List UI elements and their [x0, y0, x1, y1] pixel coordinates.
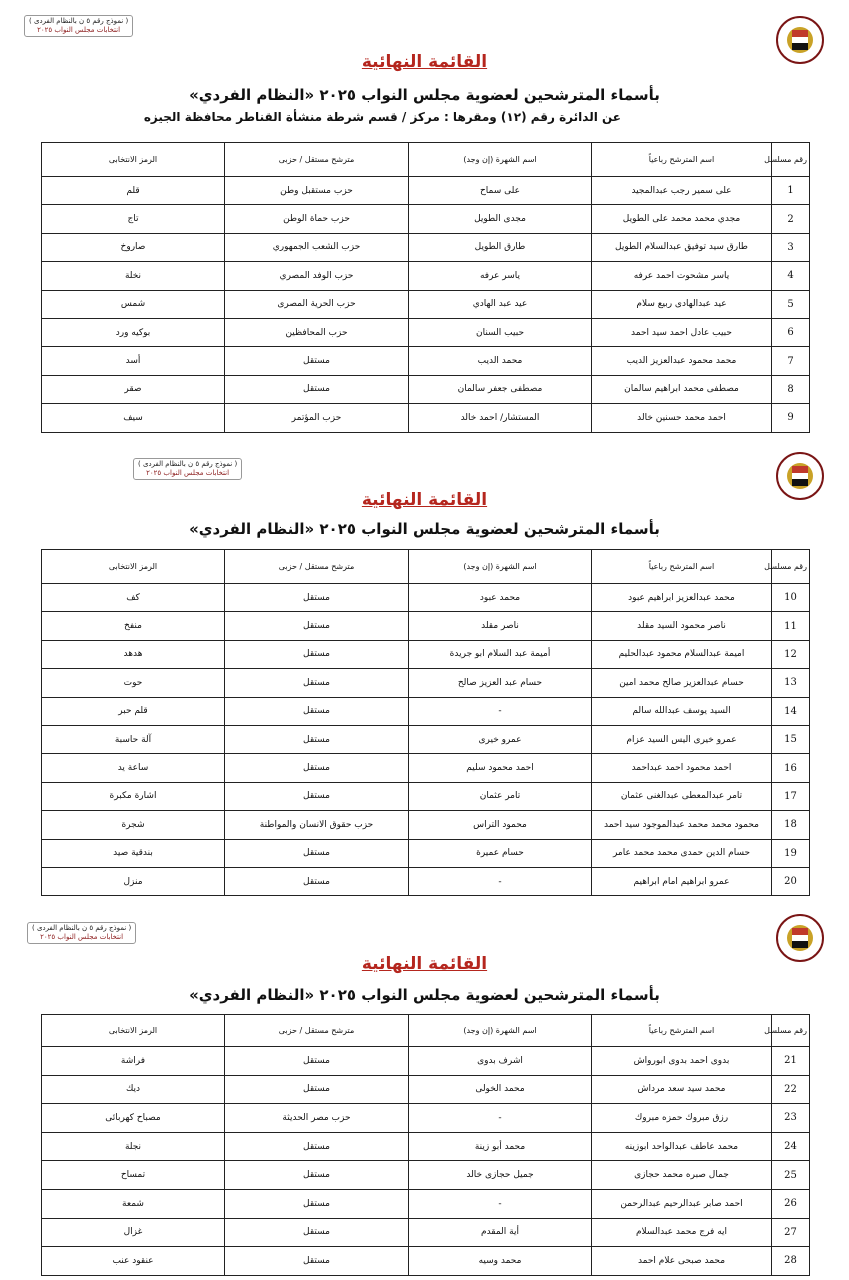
name-cell: محمود محمد محمد عبدالموجود سيد احمد [592, 811, 772, 839]
form-label-line2: انتخابات مجلس النواب ٢٠٢٥ [37, 26, 121, 34]
alias-cell: حبيب السنان [409, 318, 592, 346]
name-cell: رزق مبروك حمزه مبروك [592, 1104, 772, 1133]
name-cell: ياسر مشحوت احمد عرفه [592, 262, 772, 290]
affiliation-cell: مستقل [225, 839, 409, 867]
affiliation-cell: حزب المؤتمر [225, 404, 409, 432]
alias-cell: مصطفى جعفر سالمان [409, 375, 592, 403]
alias-cell: اشرف بدوى [409, 1047, 592, 1076]
symbol-cell: قلم حبر [42, 697, 225, 725]
alias-cell: - [409, 1104, 592, 1133]
name-cell: مصطفى محمد ابراهيم سالمان [592, 375, 772, 403]
name-cell: احمد محمد حسنين خالد [592, 404, 772, 432]
table-header-row [42, 1015, 810, 1047]
serial-cell: 26 [772, 1189, 810, 1218]
alias-cell: محمد الديب [409, 347, 592, 375]
form-label [133, 458, 242, 480]
name-cell: حسام عبدالعزيز صالح محمد امين [592, 669, 772, 697]
name-cell: احمد صابر عبدالرحيم عبدالرحمن [592, 1189, 772, 1218]
affiliation-cell: مستقل [225, 1161, 409, 1190]
name-cell: مجدي محمد محمد على الطويل [592, 205, 772, 233]
serial-cell: 10 [772, 584, 810, 612]
symbol-cell: صقر [42, 375, 225, 403]
symbol-cell: هدهد [42, 640, 225, 668]
symbol-cell: ساعة يد [42, 754, 225, 782]
district-line: عن الدائرة رقم (١٢) ومقرها : مركز / قسم شرطة منشأة القناطر محافظة الجيزه [143, 110, 621, 124]
table-row [42, 697, 810, 725]
affiliation-cell: مستقل [225, 697, 409, 725]
alias-cell: محمود التراس [409, 811, 592, 839]
serial-cell: 15 [772, 725, 810, 753]
affiliation-cell: مستقل [225, 754, 409, 782]
affiliation-cell: مستقل [225, 1218, 409, 1247]
affiliation-cell: مستقل [225, 669, 409, 697]
serial-cell: 8 [772, 375, 810, 403]
name-cell: ناصر محمود السيد مقلد [592, 612, 772, 640]
name-cell: حسام الدين حمدى محمد محمد عامر [592, 839, 772, 867]
header-name: اسم المترشح رباعياً [592, 1015, 772, 1047]
table-row [42, 347, 810, 375]
affiliation-cell: حزب الشعب الجمهوري [225, 233, 409, 261]
table-row [42, 754, 810, 782]
table-row [42, 262, 810, 290]
serial-cell: 9 [772, 404, 810, 432]
table-row [42, 612, 810, 640]
table-row [42, 290, 810, 318]
affiliation-cell: مستقل [225, 1189, 409, 1218]
candidates-table [41, 549, 810, 896]
alias-cell: - [409, 1189, 592, 1218]
affiliation-cell: حزب حماة الوطن [225, 205, 409, 233]
name-cell: حبيب عادل احمد سيد احمد [592, 318, 772, 346]
affiliation-cell: حزب مصر الحديثة [225, 1104, 409, 1133]
serial-cell: 24 [772, 1132, 810, 1161]
header-alias: اسم الشهرة (إن وجد) [409, 550, 592, 584]
table-header-row [42, 550, 810, 584]
name-cell: تامر عبدالمعطى عبدالغنى عثمان [592, 782, 772, 810]
affiliation-cell: مستقل [225, 1047, 409, 1076]
table-row [42, 233, 810, 261]
table-row [42, 1161, 810, 1190]
serial-cell: 12 [772, 640, 810, 668]
symbol-cell: فراشة [42, 1047, 225, 1076]
affiliation-cell: مستقل [225, 584, 409, 612]
header-name: اسم المترشح رباعياً [592, 550, 772, 584]
alias-cell: - [409, 867, 592, 895]
affiliation-cell: حزب المحافظين [225, 318, 409, 346]
table-row [42, 404, 810, 432]
affiliation-cell: مستقل [225, 725, 409, 753]
candidates-table [41, 1014, 810, 1276]
name-cell: عمرو ابراهيم امام ابراهيم [592, 867, 772, 895]
serial-cell: 17 [772, 782, 810, 810]
header-serial: رقم مسلسل [772, 143, 810, 177]
alias-cell: - [409, 697, 592, 725]
table-row [42, 375, 810, 403]
symbol-cell: نجلة [42, 1132, 225, 1161]
name-cell: محمد سيد سعد مرداش [592, 1075, 772, 1104]
serial-cell: 13 [772, 669, 810, 697]
page-title: القائمة النهائية [361, 52, 488, 72]
symbol-cell: عنقود عنب [42, 1247, 225, 1276]
symbol-cell: سيف [42, 404, 225, 432]
affiliation-cell: مستقل [225, 1075, 409, 1104]
serial-cell: 14 [772, 697, 810, 725]
table-row [42, 177, 810, 205]
alias-cell: عمرو خيرى [409, 725, 592, 753]
affiliation-cell: حزب الحرية المصرى [225, 290, 409, 318]
affiliation-cell: حزب حقوق الانسان والمواطنة [225, 811, 409, 839]
serial-cell: 1 [772, 177, 810, 205]
name-cell: على سمير رجب عبدالمجيد [592, 177, 772, 205]
form-label-line1: ( نموذج رقم ٥ ن بالنظام الفردى ) [32, 924, 132, 932]
symbol-cell: أسد [42, 347, 225, 375]
affiliation-cell: مستقل [225, 640, 409, 668]
affiliation-cell: مستقل [225, 612, 409, 640]
alias-cell: محمد أبو زينة [409, 1132, 592, 1161]
table-row [42, 640, 810, 668]
header-alias: اسم الشهرة (إن وجد) [409, 143, 592, 177]
alias-cell: حسام عميرة [409, 839, 592, 867]
header-symbol: الرمز الانتخابى [42, 1015, 225, 1047]
table-row [42, 1218, 810, 1247]
form-label-line1: ( نموذج رقم ٥ ن بالنظام الفردى ) [138, 460, 238, 468]
name-cell: السيد يوسف عبدالله سالم [592, 697, 772, 725]
symbol-cell: بوكيه ورد [42, 318, 225, 346]
table-row [42, 811, 810, 839]
serial-cell: 2 [772, 205, 810, 233]
alias-cell: المستشار/ احمد خالد [409, 404, 592, 432]
header-serial: رقم مسلسل [772, 550, 810, 584]
table-row [42, 584, 810, 612]
serial-cell: 22 [772, 1075, 810, 1104]
name-cell: محمد عبدالعزيز ابراهيم عبود [592, 584, 772, 612]
serial-cell: 11 [772, 612, 810, 640]
affiliation-cell: مستقل [225, 375, 409, 403]
serial-cell: 27 [772, 1218, 810, 1247]
alias-cell: أميمة عبد السلام ابو جريدة [409, 640, 592, 668]
table-row [42, 318, 810, 346]
form-label-line1: ( نموذج رقم ٥ ن بالنظام الفردى ) [29, 17, 129, 25]
header-affiliation: مترشح مستقل / حزبى [225, 1015, 409, 1047]
page-subtitle: بأسماء المترشحين لعضوية مجلس النواب ٢٠٢٥ «النظام الفردي» [189, 520, 660, 538]
symbol-cell: اشارة مكبرة [42, 782, 225, 810]
table-row [42, 867, 810, 895]
serial-cell: 4 [772, 262, 810, 290]
symbol-cell: منزل [42, 867, 225, 895]
symbol-cell: آلة حاسبة [42, 725, 225, 753]
serial-cell: 5 [772, 290, 810, 318]
name-cell: اميمة عبدالسلام محمود عبدالحليم [592, 640, 772, 668]
name-cell: ايه فرج محمد عبدالسلام [592, 1218, 772, 1247]
header-symbol: الرمز الانتخابى [42, 143, 225, 177]
form-label [27, 922, 136, 944]
header-serial: رقم مسلسل [772, 1015, 810, 1047]
table-row [42, 725, 810, 753]
serial-cell: 25 [772, 1161, 810, 1190]
name-cell: بدوى احمد بدوى ابورواش [592, 1047, 772, 1076]
name-cell: محمد صبحى علام احمد [592, 1247, 772, 1276]
alias-cell: احمد محمود سليم [409, 754, 592, 782]
alias-cell: مجدى الطويل [409, 205, 592, 233]
form-label [24, 15, 133, 37]
alias-cell: على سماح [409, 177, 592, 205]
table-row [42, 669, 810, 697]
affiliation-cell: مستقل [225, 1132, 409, 1161]
page-subtitle: بأسماء المترشحين لعضوية مجلس النواب ٢٠٢٥ «النظام الفردي» [189, 986, 660, 1004]
table-row [42, 782, 810, 810]
symbol-cell: حوت [42, 669, 225, 697]
serial-cell: 28 [772, 1247, 810, 1276]
page-subtitle: بأسماء المترشحين لعضوية مجلس النواب ٢٠٢٥ «النظام الفردي» [189, 86, 660, 104]
candidates-table [41, 142, 810, 433]
page-title: القائمة النهائية [361, 490, 488, 510]
form-label-line2: انتخابات مجلس النواب ٢٠٢٥ [146, 469, 230, 477]
symbol-cell: شمعة [42, 1189, 225, 1218]
name-cell: محمد عاطف عبدالواحد ابوزينه [592, 1132, 772, 1161]
affiliation-cell: مستقل [225, 867, 409, 895]
table-row [42, 1132, 810, 1161]
name-cell: جمال صبره محمد حجازى [592, 1161, 772, 1190]
table-row [42, 1247, 810, 1276]
table-header-row [42, 143, 810, 177]
serial-cell: 6 [772, 318, 810, 346]
serial-cell: 3 [772, 233, 810, 261]
symbol-cell: مصباح كهربائى [42, 1104, 225, 1133]
serial-cell: 16 [772, 754, 810, 782]
symbol-cell: شجرة [42, 811, 225, 839]
alias-cell: أية المقدم [409, 1218, 592, 1247]
alias-cell: ياسر عرفه [409, 262, 592, 290]
serial-cell: 18 [772, 811, 810, 839]
form-label-line2: انتخابات مجلس النواب ٢٠٢٥ [40, 933, 124, 941]
table-row [42, 1047, 810, 1076]
name-cell: عمرو خيرى اليس السيد عزام [592, 725, 772, 753]
alias-cell: ناصر مقلد [409, 612, 592, 640]
header-symbol: الرمز الانتخابى [42, 550, 225, 584]
serial-cell: 23 [772, 1104, 810, 1133]
serial-cell: 21 [772, 1047, 810, 1076]
header-affiliation: مترشح مستقل / حزبى [225, 143, 409, 177]
alias-cell: محمد الخولى [409, 1075, 592, 1104]
header-alias: اسم الشهرة (إن وجد) [409, 1015, 592, 1047]
affiliation-cell: حزب الوفد المصري [225, 262, 409, 290]
table-row [42, 205, 810, 233]
symbol-cell: بندقية صيد [42, 839, 225, 867]
symbol-cell: تمساح [42, 1161, 225, 1190]
affiliation-cell: مستقل [225, 782, 409, 810]
header-name: اسم المترشح رباعياً [592, 143, 772, 177]
symbol-cell: ديك [42, 1075, 225, 1104]
alias-cell: تامر عثمان [409, 782, 592, 810]
serial-cell: 7 [772, 347, 810, 375]
header-affiliation: مترشح مستقل / حزبى [225, 550, 409, 584]
alias-cell: عيد عبد الهادي [409, 290, 592, 318]
name-cell: محمد محمود عبدالعزيز الديب [592, 347, 772, 375]
symbol-cell: غزال [42, 1218, 225, 1247]
table-row [42, 1104, 810, 1133]
affiliation-cell: حزب مستقبل وطن [225, 177, 409, 205]
table-row [42, 1075, 810, 1104]
symbol-cell: منفخ [42, 612, 225, 640]
page-title: القائمة النهائية [361, 954, 488, 974]
affiliation-cell: مستقل [225, 1247, 409, 1276]
table-row [42, 1189, 810, 1218]
alias-cell: طارق الطويل [409, 233, 592, 261]
name-cell: طارق سيد توفيق عبدالسلام الطويل [592, 233, 772, 261]
alias-cell: جميل حجازى خالد [409, 1161, 592, 1190]
symbol-cell: صاروخ [42, 233, 225, 261]
alias-cell: محمد وسيه [409, 1247, 592, 1276]
symbol-cell: كف [42, 584, 225, 612]
alias-cell: حسام عبد العزيز صالح [409, 669, 592, 697]
symbol-cell: نخلة [42, 262, 225, 290]
serial-cell: 19 [772, 839, 810, 867]
name-cell: احمد محمود احمد عبداحمد [592, 754, 772, 782]
symbol-cell: تاج [42, 205, 225, 233]
symbol-cell: شمس [42, 290, 225, 318]
affiliation-cell: مستقل [225, 347, 409, 375]
alias-cell: محمد عبود [409, 584, 592, 612]
name-cell: عيد عبدالهادى ربيع سلام [592, 290, 772, 318]
table-row [42, 839, 810, 867]
serial-cell: 20 [772, 867, 810, 895]
symbol-cell: قلم [42, 177, 225, 205]
